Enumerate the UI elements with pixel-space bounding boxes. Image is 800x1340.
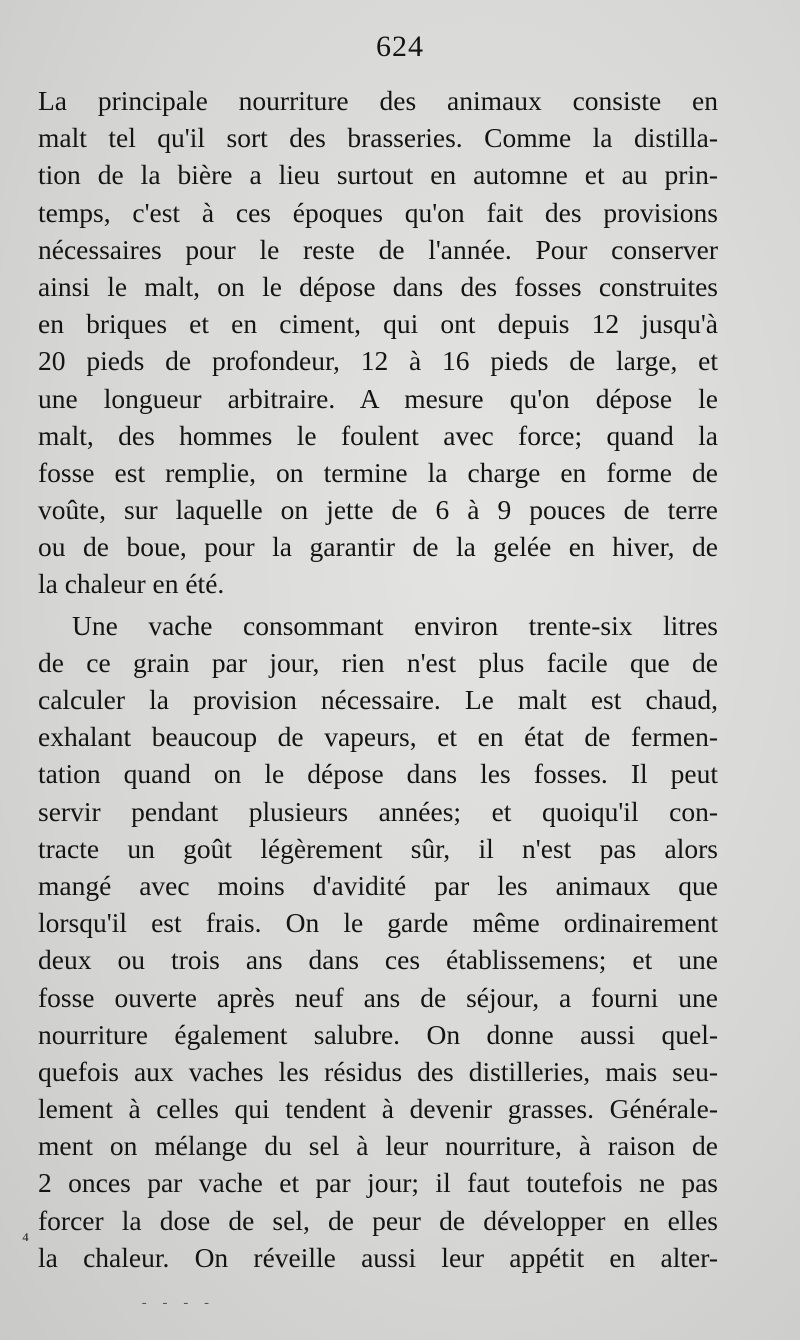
text-line: 2 onces par vache et par jour; il faut toutefois ne pas (38, 1167, 718, 1199)
text-line: voûte, sur laquelle on jette de 6 à 9 pouces de terre (38, 494, 718, 526)
text-line: nourriture également salubre. On donne aussi quel- (38, 1018, 718, 1050)
paragraph-1 (38, 82, 718, 603)
text-line: exhalant beaucoup de vapeurs, et en état de fermen- (38, 721, 718, 753)
text-line: tation quand on le dépose dans les fosses. Il peut (38, 758, 718, 790)
text-line: nécessaires pour le reste de l'année. Pour conserver (38, 233, 718, 265)
text-line: tion de la bière a lieu surtout en automne et au prin- (38, 159, 718, 191)
text-line: tracte un goût légèrement sûr, il n'est pas alors (38, 832, 718, 864)
text-line: en briques et en ciment, qui ont depuis 12 jusqu'à (38, 308, 718, 340)
text-line: mangé avec moins d'avidité par les animaux que (38, 869, 718, 901)
text-line: deux ou trois ans dans ces établissemens; et une (38, 944, 718, 976)
text-line: quefois aux vaches les résidus des distilleries, mais seu- (38, 1055, 718, 1087)
text-line: Une vache consommant environ trente-six litres (72, 609, 718, 641)
text-line: lorsqu'il est frais. On le garde même ordinairement (38, 907, 718, 939)
text-line: ainsi le malt, on le dépose dans des fosses construites (38, 270, 718, 302)
text-line: ment on mélange du sel à leur nourriture, à raison de (38, 1130, 718, 1162)
text-line: 20 pieds de profondeur, 12 à 16 pieds de large, et (38, 345, 718, 377)
text-line: malt tel qu'il sort des brasseries. Comme la distilla- (38, 122, 718, 154)
body-text (38, 82, 718, 1276)
text-line: ou de boue, pour la garantir de la gelée en hiver, de (38, 531, 718, 563)
text-line: de ce grain par jour, rien n'est plus facile que de (38, 646, 718, 678)
text-line: temps, c'est à ces époques qu'on fait des provisions (38, 196, 718, 228)
text-line: une longueur arbitraire. A mesure qu'on dépose le (38, 382, 718, 414)
text-line: servir pendant plusieurs années; et quoiqu'il con- (38, 795, 718, 827)
text-line: calculer la provision nécessaire. Le malt est chaud, (38, 684, 718, 715)
text-line: fosse ouverte après neuf ans de séjour, a fourni une (38, 981, 718, 1013)
text-line: lement à celles qui tendent à devenir grasses. Générale- (38, 1093, 718, 1125)
text-line: la chaleur. On réveille aussi leur appétit en alter- (38, 1241, 718, 1273)
page-number: 624 (376, 30, 424, 63)
text-line: La principale nourriture des animaux consiste en (38, 85, 718, 116)
text-line: fosse est remplie, on termine la charge en forme de (38, 456, 718, 488)
text-line: forcer la dose de sel, de peur de développer en elles (38, 1204, 718, 1236)
paragraph-2 (38, 607, 718, 1276)
text-line: la chaleur en été. (38, 568, 225, 600)
marginal-mark: ⁴ (22, 1229, 29, 1251)
bottom-marks: - - - - (140, 1296, 213, 1312)
text-line: malt, des hommes le foulent avec force; quand la (38, 419, 718, 451)
